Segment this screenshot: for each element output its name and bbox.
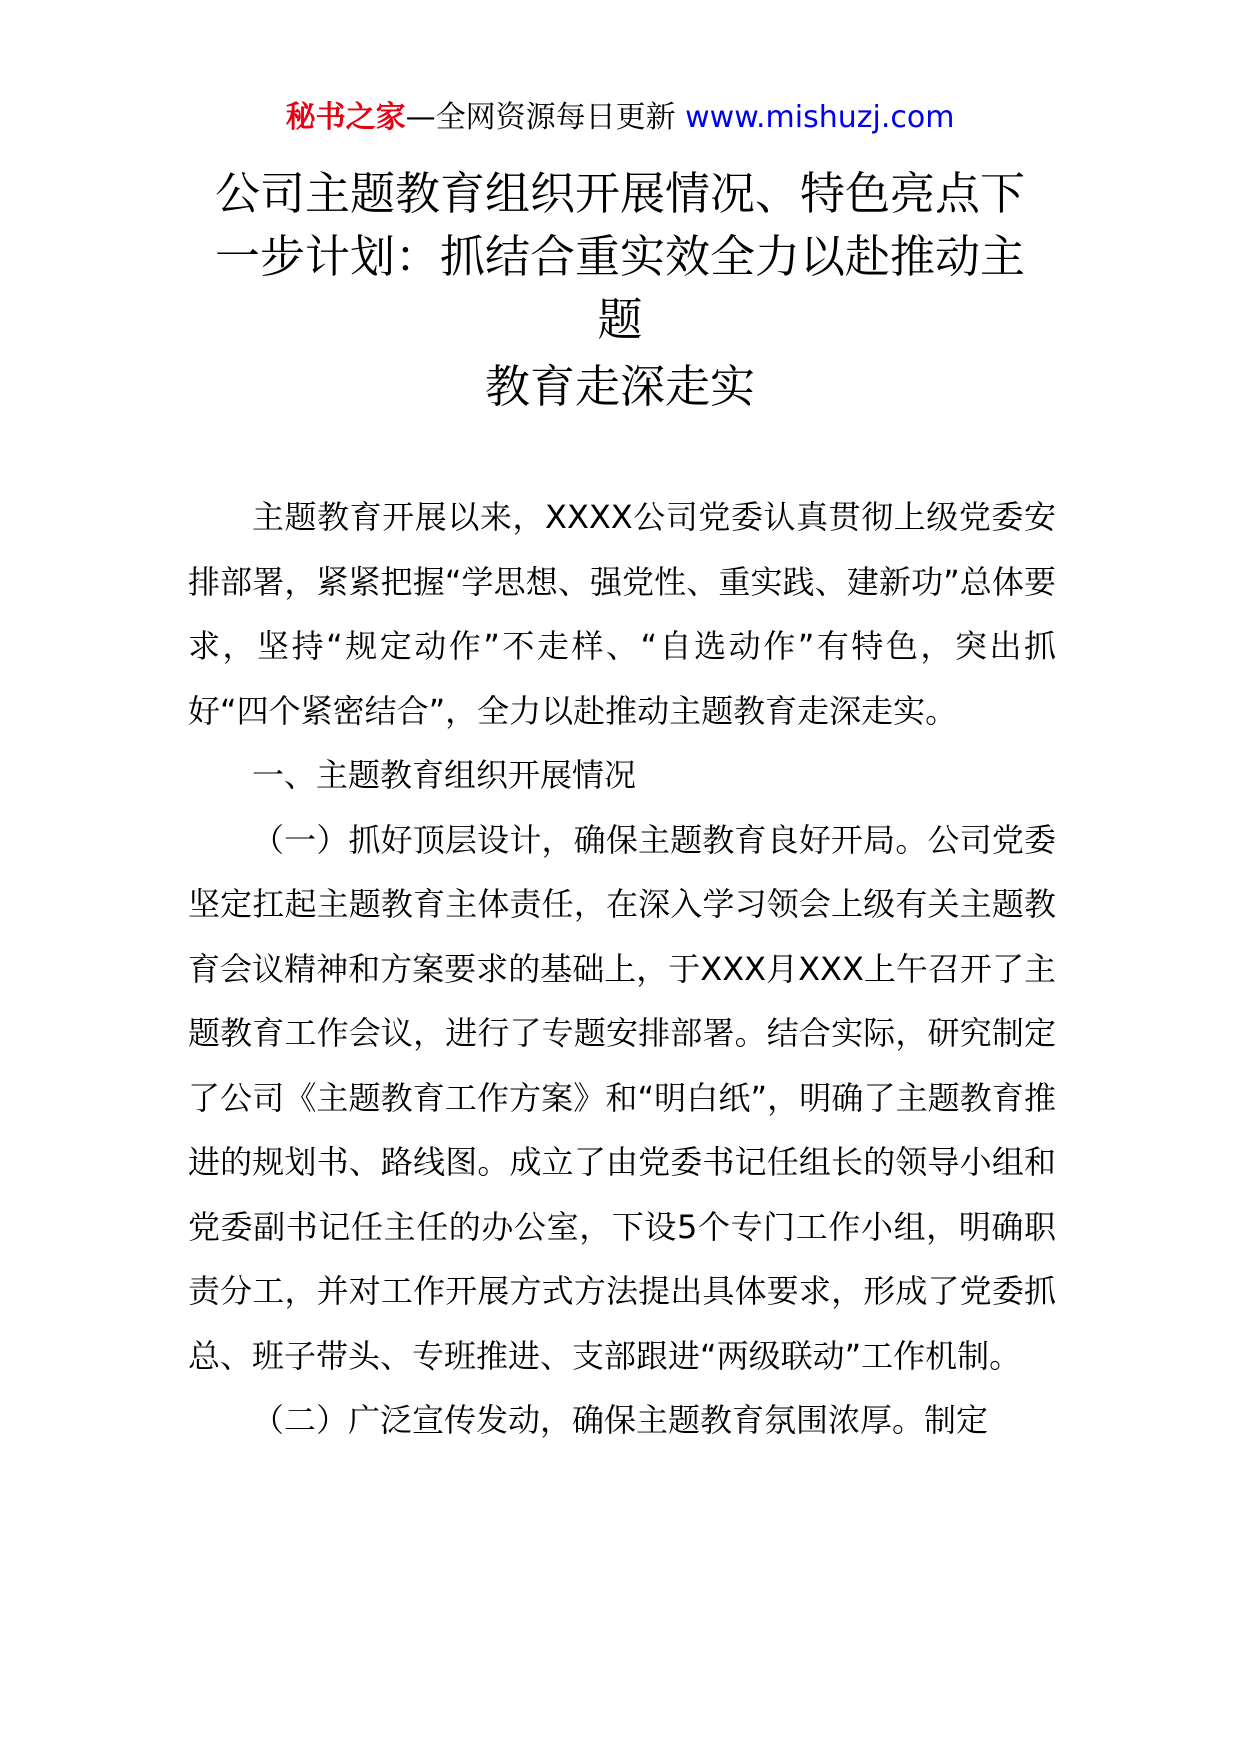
document-title	[190, 162, 1050, 418]
body-paragraph-2: （二）广泛宣传发动，确保主题教育氛围浓厚。制定	[252, 1401, 989, 1439]
section-heading: 一、主题教育组织开展情况	[252, 756, 637, 794]
site-header	[0, 98, 1240, 138]
document-body	[188, 485, 1056, 1453]
title-line-3: 题	[597, 293, 643, 346]
title-line-4: 教育走深走实	[484, 360, 755, 413]
body-paragraph-1: （一）抓好顶层设计，确保主题教育良好开局。公司党委坚定扛起主题教育主体责任，在深入学习领会上级有关主题教育会议精神和方案要求的基础上，于XXX月XXX上午召开了主题教育工作会议，进行了专题安排部署。结合实际，研究制定了公司《主题教育工作方案》和“明白纸”，明确了主题教育推进的规划书、路线图。成立了由党委书记任组长的领导小组和党委副书记任主任的办公室，下设5个专门工作小组，明确职责分工，并对工作开展方式方法提出具体要求，形成了党委抓总、班子带头、专班推进、支部跟进“两级联动”工作机制。	[188, 820, 1056, 1375]
title-line-1: 公司主题教育组织开展情况、特色亮点下	[214, 167, 1025, 220]
site-slogan: —全网资源每日更新	[405, 100, 686, 135]
site-brand: 秘书之家	[285, 100, 406, 135]
intro-paragraph: 主题教育开展以来，XXXX公司党委认真贯彻上级党委安排部署，紧紧把握“学思想、强党性、重实践、建新功”总体要求，坚持“规定动作”不走样、“自选动作”有特色，突出抓好“四个紧密结合”，全力以赴推动主题教育走深走实。	[188, 498, 1056, 730]
site-url-link[interactable]: www.mishuzj.com	[685, 100, 955, 135]
title-line-2: 一步计划：抓结合重实效全力以赴推动主	[214, 230, 1025, 283]
